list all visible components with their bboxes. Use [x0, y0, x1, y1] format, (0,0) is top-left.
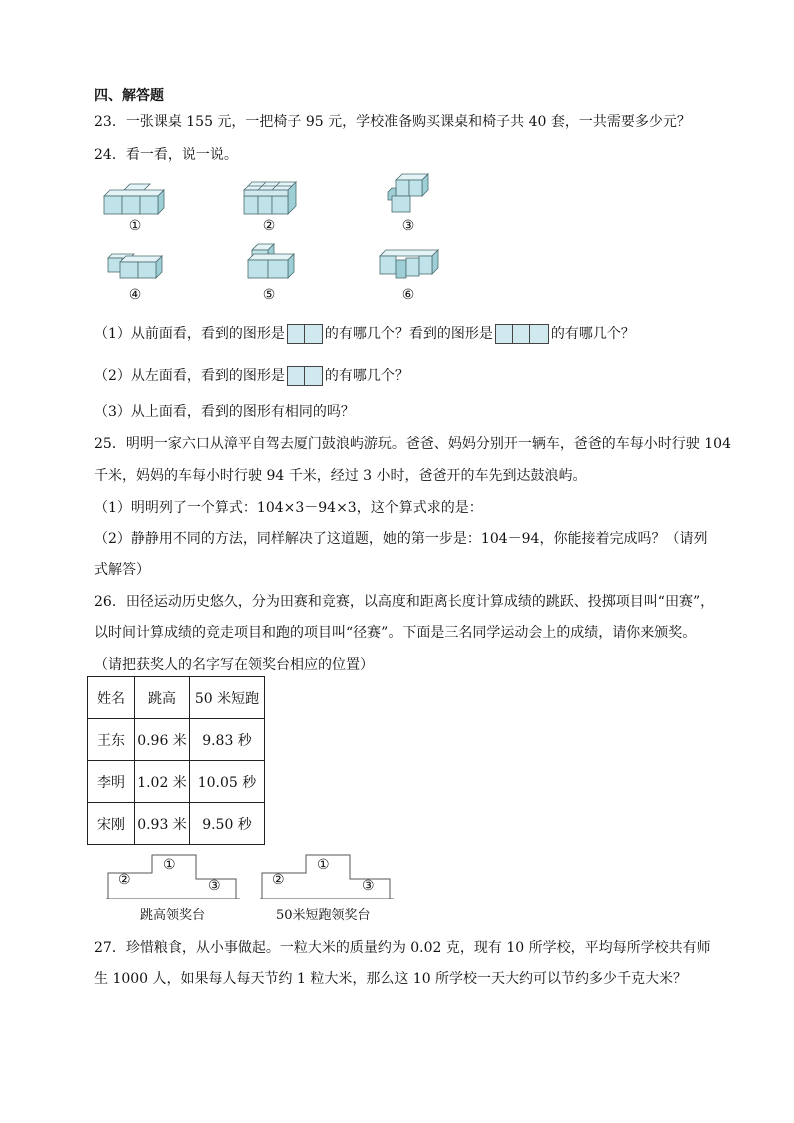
figure-label-2: ②	[262, 218, 276, 234]
question-27-line1: 27．珍惜粮食，从小事做起。一粒大米的质量约为 0.02 克，现有 10 所学校，平均每所学校共有师	[94, 940, 711, 956]
question-26-line3: （请把获奖人的名字写在领奖台相应的位置）	[94, 657, 374, 673]
q24-p1-text-b: 的有哪几个？看到的图形是	[324, 326, 493, 342]
table-cell: 9.83 秒	[190, 719, 265, 761]
podium-2-third: ③	[362, 878, 375, 894]
question-23: 23．一张课桌 155 元，一把椅子 95 元，学校准备购买课桌和椅子共 40 套，一共需要多少元？	[94, 114, 691, 130]
figure-label-5: ⑤	[262, 287, 276, 303]
cube-figure-3	[384, 172, 434, 216]
table-cell: 1.02 米	[135, 761, 190, 803]
podium-2-first: ①	[317, 857, 330, 873]
figure-label-6: ⑥	[401, 287, 415, 303]
table-header-cell: 50 米短跑	[190, 677, 265, 719]
table-row	[88, 719, 265, 761]
table-cell: 王东	[88, 719, 135, 761]
table-header-row	[88, 677, 265, 719]
three-square-shape-icon	[495, 324, 549, 344]
cube-figure-6	[376, 248, 440, 280]
question-26-line1: 26．田径运动历史悠久，分为田赛和竞赛，以高度和距离长度计算成绩的跳跃、投掷项目叫“田赛”，	[94, 594, 715, 610]
question-24-title: 24．看一看，说一说。	[94, 147, 238, 163]
cube-figure-4	[104, 250, 164, 280]
table-row	[88, 803, 265, 845]
question-24-part3: （3）从上面看，看到的图形有相同的吗？	[94, 404, 355, 420]
table-header-cell: 姓名	[88, 677, 135, 719]
question-26-line2: 以时间计算成绩的竞走项目和跑的项目叫“径赛”。下面是三名同学运动会上的成绩，请你来颁奖。	[94, 625, 697, 641]
score-table	[87, 676, 265, 845]
podium-1-third: ③	[208, 878, 221, 894]
section-title: 四、解答题	[94, 88, 164, 104]
podium-1-caption: 跳高领奖台	[140, 908, 206, 923]
table-row	[88, 761, 265, 803]
two-square-shape-icon	[287, 366, 323, 386]
question-25-part1: （1）明明列了一个算式：104×3－94×3，这个算式求的是：	[94, 500, 483, 516]
figure-label-1: ①	[128, 218, 142, 234]
table-cell: 0.93 米	[135, 803, 190, 845]
table-cell: 9.50 秒	[190, 803, 265, 845]
table-header-cell: 跳高	[135, 677, 190, 719]
question-24-part1	[94, 323, 635, 344]
question-25-part2-line2: 式解答）	[94, 562, 150, 578]
two-square-shape-icon	[287, 324, 323, 344]
podium-2-second: ②	[272, 872, 285, 888]
cube-figure-5	[244, 240, 296, 282]
question-25-line2: 千米，妈妈的车每小时行驶 94 千米，经过 3 小时，爸爸开的车先到达鼓浪屿。	[94, 468, 587, 484]
q24-p2-text-b: 的有哪几个？	[324, 368, 409, 384]
question-24-part2	[94, 365, 409, 386]
question-25-part2-line1: （2）静静用不同的方法，同样解决了这道题，她的第一步是：104－94，你能接着完成吗？（请列	[94, 531, 708, 547]
figure-label-3: ③	[401, 218, 415, 234]
question-25-line1: 25．明明一家六口从漳平自驾去厦门鼓浪屿游玩。爸爸、妈妈分别开一辆车，爸爸的车每小时行驶 104	[94, 436, 731, 452]
question-27-line2: 生 1000 人，如果每人每天节约 1 粒大米，那么这 10 所学校一天大约可以节约多少千克大米？	[94, 971, 688, 987]
figure-label-4: ④	[128, 287, 142, 303]
q24-p2-text-a: （2）从左面看，看到的图形是	[94, 368, 285, 384]
podium-1-first: ①	[163, 857, 176, 873]
podium-2-caption: 50米短跑领奖台	[276, 908, 371, 923]
table-cell: 李明	[88, 761, 135, 803]
cube-figure-2	[240, 180, 302, 216]
q24-p1-text-c: 的有哪几个？	[550, 326, 635, 342]
table-cell: 10.05 秒	[190, 761, 265, 803]
cube-figure-1	[100, 182, 170, 216]
table-cell: 0.96 米	[135, 719, 190, 761]
q24-p1-text-a: （1）从前面看，看到的图形是	[94, 326, 285, 342]
table-cell: 宋刚	[88, 803, 135, 845]
podium-1-second: ②	[118, 872, 131, 888]
